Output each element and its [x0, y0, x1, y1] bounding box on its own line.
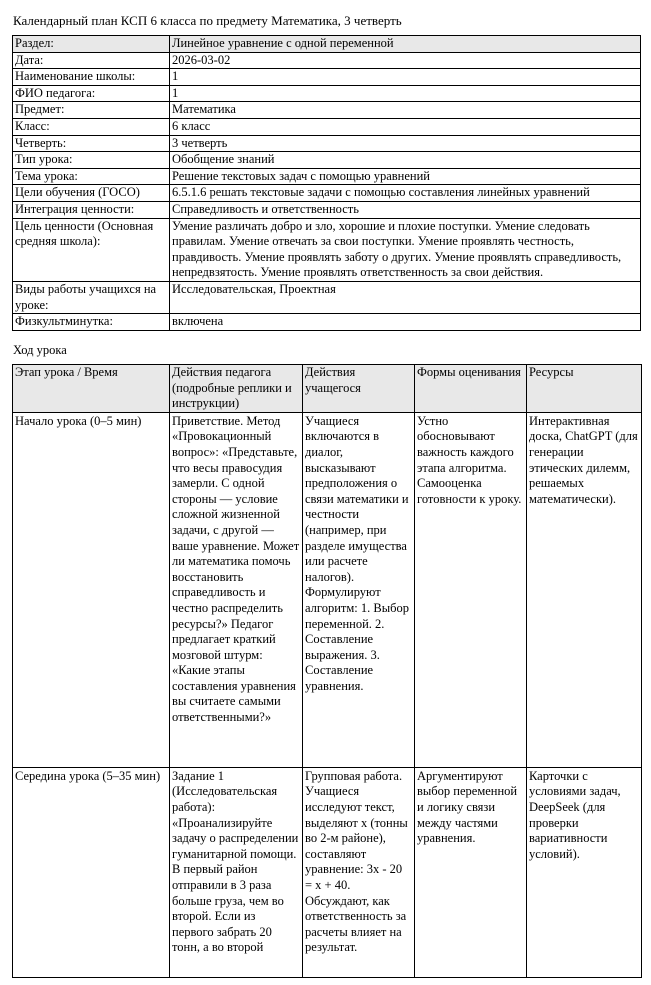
plan-row	[13, 767, 642, 977]
meta-row	[13, 168, 641, 185]
meta-row	[13, 185, 641, 202]
student-actions-cell: Учащиеся включаются в диалог, высказывают предположения о связи математики и честности (например, при разделе имущества или расчете налогов). Формулируют алгоритм: 1. Выбор переменной. 2. Составление выражения. 3. Составление уравнения.	[303, 412, 415, 767]
student-actions-cell: Групповая работа. Учащиеся исследуют текст, выделяют x (тонны во 2-м районе), составляют уравнение: 3x - 20 = x + 40. Обсуждают, как ответственность за расчеты влияет на результат.	[303, 767, 415, 977]
section-label: Ход урока	[13, 343, 67, 357]
stage-cell: Начало урока (0–5 мин)	[13, 412, 170, 767]
meta-key: Цель ценности (Основная средняя школа):	[13, 218, 170, 281]
meta-value: Справедливость и ответственность	[170, 201, 641, 218]
stage-cell: Середина урока (5–35 мин)	[13, 767, 170, 977]
meta-value: 2026-03-02	[170, 52, 641, 69]
meta-value: Решение текстовых задач с помощью уравнений	[170, 168, 641, 185]
meta-value: Обобщение знаний	[170, 152, 641, 169]
meta-value: 6.5.1.6 решать текстовые задачи с помощью составления линейных уравнений	[170, 185, 641, 202]
meta-key: Физкультминутка:	[13, 314, 170, 331]
meta-value: 1	[170, 85, 641, 102]
header-teacher: Действия педагога (подробные реплики и инструкции)	[170, 365, 303, 413]
meta-value: Линейное уравнение с одной переменной	[170, 36, 641, 53]
teacher-actions-cell: Задание 1 (Исследовательская работа): «Проанализируйте задачу о распределении гуманитарной помощи. В первый район отправили в 3 раза больше груза, чем во второй. Если из первого забрать 20 тонн, а во второй	[170, 767, 303, 977]
meta-value: Умение различать добро и зло, хорошие и плохие поступки. Умение следовать правилам. Умение отвечать за свои поступки. Умение проявлять честность, правдивость. Умение проявлять заботу о других. Умение проявлять справедливость, непредвзятость. Умение проявлять ответственность за свои действия.	[170, 218, 641, 281]
meta-row	[13, 52, 641, 69]
teacher-actions-cell: Приветствие. Метод «Провокационный вопрос»: «Представьте, что весы правосудия замерли. С одной стороны — условие сложной жизненной задачи, с другой — ваше уравнение. Может ли математика помочь восстановить справедливость и честно распределить ресурсы?» Педагог предлагает краткий мозговой штурм: «Какие этапы составления уравнения вы считаете самыми ответственными?»	[170, 412, 303, 767]
lesson-meta-table	[12, 35, 641, 331]
meta-row	[13, 85, 641, 102]
meta-row	[13, 36, 641, 53]
meta-value: 6 класс	[170, 118, 641, 135]
meta-key: Четверть:	[13, 135, 170, 152]
meta-key: Класс:	[13, 118, 170, 135]
meta-row	[13, 152, 641, 169]
meta-key: Предмет:	[13, 102, 170, 119]
plan-header-row	[13, 365, 642, 413]
meta-value: Математика	[170, 102, 641, 119]
meta-key: Раздел:	[13, 36, 170, 53]
resources-cell: Карточки с условиями задач, DeepSeek (для проверки вариативности условий).	[527, 767, 642, 977]
meta-key: ФИО педагога:	[13, 85, 170, 102]
assessment-cell: Устно обосновывают важность каждого этапа алгоритма. Самооценка готовности к уроку.	[415, 412, 527, 767]
meta-row	[13, 69, 641, 86]
meta-value: 3 четверть	[170, 135, 641, 152]
assessment-cell: Аргументируют выбор переменной и логику связи между частями уравнения.	[415, 767, 527, 977]
header-resources: Ресурсы	[527, 365, 642, 413]
meta-key: Интеграция ценности:	[13, 201, 170, 218]
header-assessment: Формы оценивания	[415, 365, 527, 413]
meta-row	[13, 135, 641, 152]
meta-value: Исследовательская, Проектная	[170, 281, 641, 313]
meta-row	[13, 201, 641, 218]
plan-row	[13, 412, 642, 767]
header-stage: Этап урока / Время	[13, 365, 170, 413]
meta-key: Наименование школы:	[13, 69, 170, 86]
meta-row	[13, 218, 641, 281]
meta-key: Цели обучения (ГОСО)	[13, 185, 170, 202]
meta-key: Дата:	[13, 52, 170, 69]
meta-key: Виды работы учащихся на уроке:	[13, 281, 170, 313]
meta-row	[13, 102, 641, 119]
document-title: Календарный план КСП 6 класса по предмету Математика, 3 четверть	[13, 13, 402, 28]
meta-row	[13, 281, 641, 313]
meta-row	[13, 118, 641, 135]
meta-row	[13, 314, 641, 331]
lesson-flow-table	[12, 364, 642, 978]
meta-value: включена	[170, 314, 641, 331]
meta-value: 1	[170, 69, 641, 86]
meta-key: Тип урока:	[13, 152, 170, 169]
meta-key: Тема урока:	[13, 168, 170, 185]
resources-cell: Интерактивная доска, ChatGPT (для генерации этических дилемм, решаемых математически).	[527, 412, 642, 767]
header-student: Действия учащегося	[303, 365, 415, 413]
